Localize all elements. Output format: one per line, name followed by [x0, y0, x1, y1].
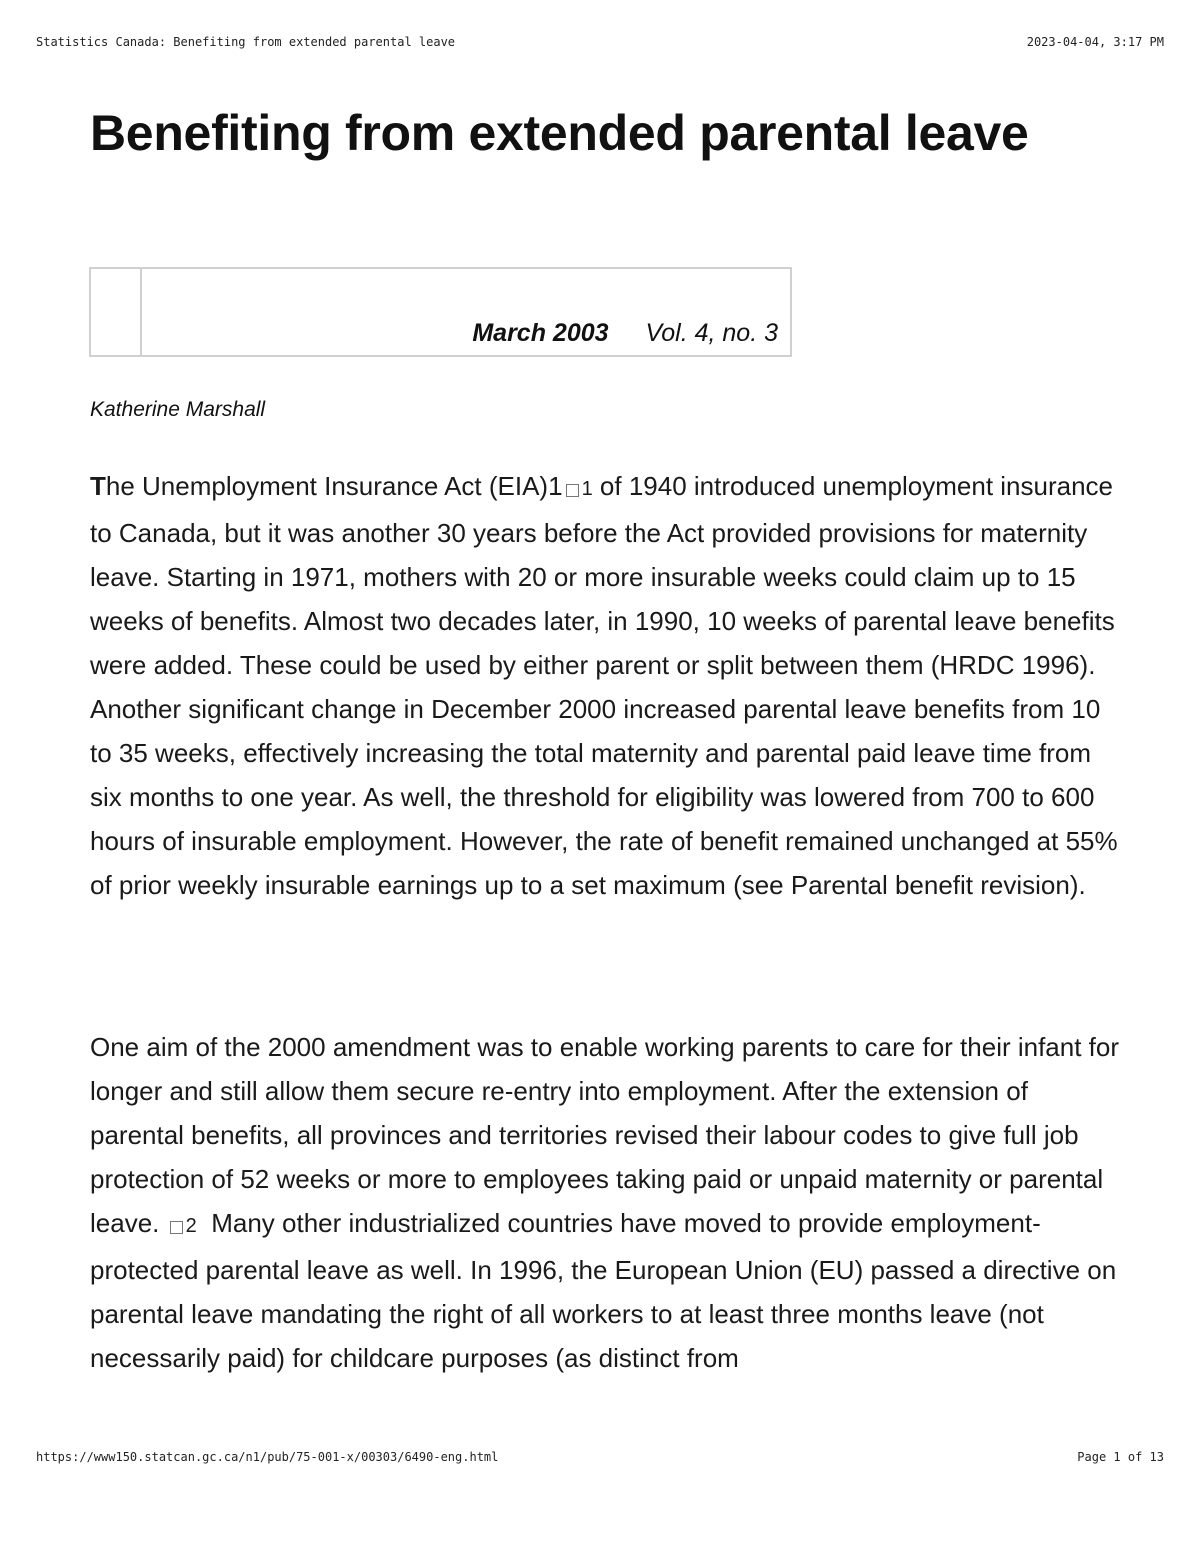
paragraph-2-text-a: One aim of the 2000 amendment was to enable working parents to care for their infant for longer and still allow them secure re-entry into employment. After the extension of parental benefits, all provinces and territories revised their labour codes to give full job protection of 52 weeks or more to employees taking paid or unpaid maternity or parental leave.: [90, 1032, 1120, 1238]
print-header-title: Statistics Canada: Benefiting from extended parental leave: [36, 35, 456, 49]
footnote-2-link[interactable]: 2: [185, 1215, 197, 1237]
body-paragraph-1: [90, 464, 1120, 907]
drop-cap: T: [90, 471, 106, 501]
author-byline: Katherine Marshall: [90, 398, 266, 421]
paragraph-2-text-b: Many other industrialized countries have moved to provide employment-protected parental leave as well. In 1996, the European Union (EU) passed a directive on parental leave mandating the right of all workers to at least three months leave (not necessarily paid) for childcare purposes (as distinct from: [90, 1208, 1117, 1373]
print-header-timestamp: 2023-04-04, 3:17 PM: [1026, 35, 1164, 49]
paragraph-1-text-b: of 1940 introduced unemployment insurance to Canada, but it was another 30 years before the Act provided provisions for maternity leave. Starting in 1971, mothers with 20 or more insurable weeks could claim up to 15 weeks of benefits. Almost two decades later, in 1990, 10 weeks of parental leave benefits were added. These could be used by either parent or split between them (HRDC 1996). Another significant change in December 2000 increased parental leave benefits from 10 to 35 weeks, effectively increasing the total maternity and parental paid leave time from six months to one year. As well, the threshold for eligibility was lowered from 700 to 600 hours of insurable employment. However, the rate of benefit remained unchanged at 55% of prior weekly insurable earnings up to a set maximum (see: [90, 471, 1118, 900]
parental-benefit-revision-link[interactable]: Parental benefit revision: [790, 870, 1070, 900]
body-paragraph-2: [90, 1025, 1120, 1380]
issue-info-table: [89, 267, 792, 357]
page-title: Benefiting from extended parental leave: [90, 105, 1029, 161]
paragraph-1-text-a: he Unemployment Insurance Act (EIA)1: [105, 471, 563, 501]
issue-date: March 2003: [472, 319, 609, 347]
print-footer-url[interactable]: https://www150.statcan.gc.ca/n1/pub/75-001-x/00303/6490-eng.html: [36, 1450, 499, 1464]
footnote-icon[interactable]: [170, 1221, 183, 1234]
print-header: [36, 35, 1164, 49]
print-footer: [36, 1450, 1164, 1464]
issue-volume: Vol. 4, no. 3: [645, 319, 778, 347]
page-indicator: Page 1 of 13: [1077, 1450, 1164, 1464]
footnote-icon[interactable]: [566, 484, 579, 497]
footnote-1-link[interactable]: 1: [581, 478, 593, 500]
issue-info: [472, 319, 778, 348]
paragraph-1-text-c: ).: [1069, 870, 1086, 900]
issue-table-empty-cell: [91, 269, 142, 355]
